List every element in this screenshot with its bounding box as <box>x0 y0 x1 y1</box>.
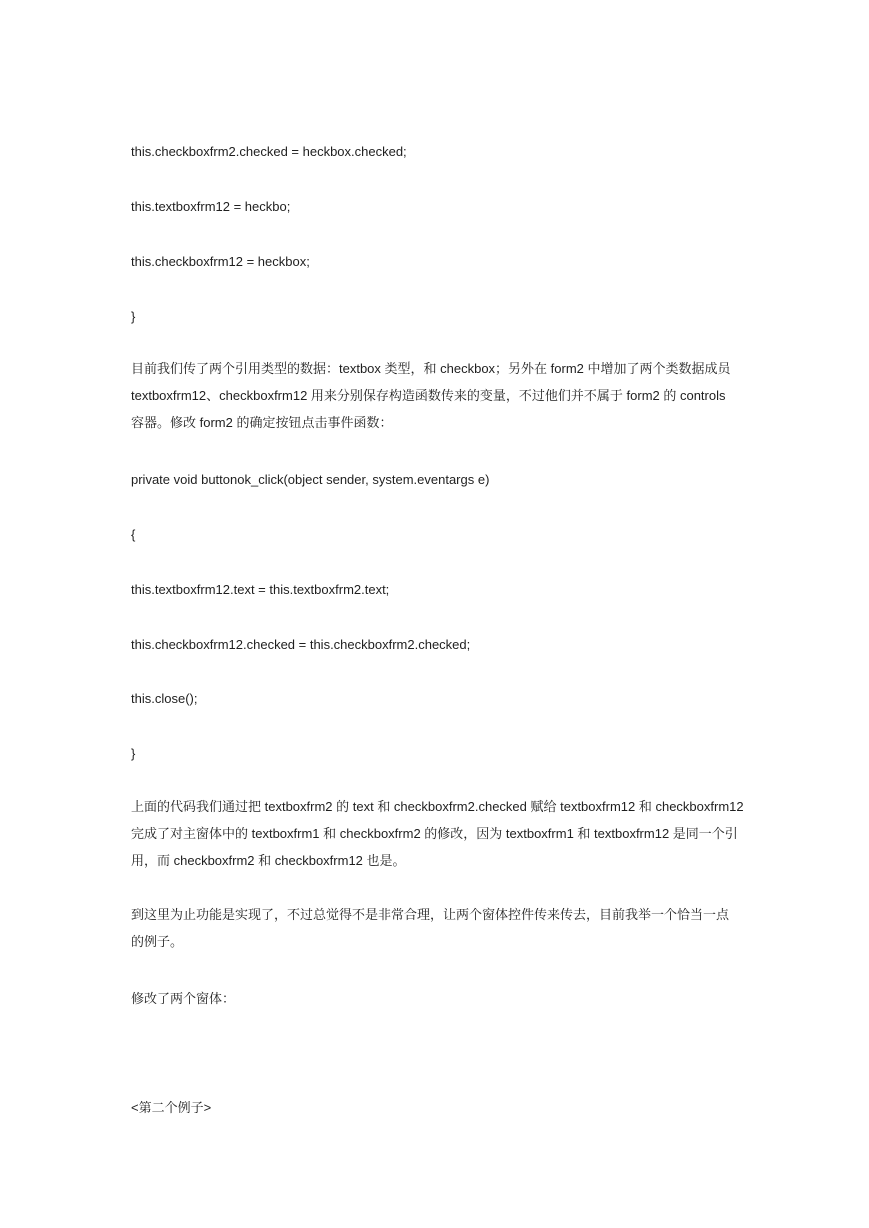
paragraph <box>131 901 741 955</box>
paragraph-line: 用，而 checkboxfrm2 和 checkboxfrm12 也是。 <box>131 853 406 868</box>
code-line: this.textboxfrm12.text = this.textboxfrm2.text; <box>131 582 390 597</box>
paragraph-line: 上面的代码我们通过把 textboxfrm2 的 text 和 checkboxfrm2.checked 赋给 textboxfrm12 和 checkboxfrm12 <box>131 799 744 814</box>
paragraph-line: textboxfrm12、checkboxfrm12 用来分别保存构造函数传来的变量，不过他们并不属于 form2 的 controls <box>131 388 726 403</box>
code-line: this.checkboxfrm12 = heckbox; <box>131 254 310 269</box>
section-heading: <第二个例子> <box>131 1100 212 1115</box>
code-line: this.checkboxfrm2.checked = heckbox.checked; <box>131 144 407 159</box>
paragraph-line: 容器。修改 form2 的确定按钮点击事件函数： <box>131 415 393 430</box>
paragraph <box>131 355 741 436</box>
code-line: this.close(); <box>131 691 198 706</box>
code-line: { <box>131 527 136 542</box>
code-line: } <box>131 309 136 324</box>
code-line: private void buttonok_click(object sender, system.eventargs e) <box>131 472 490 487</box>
paragraph-line: 目前我们传了两个引用类型的数据：textbox 类型，和 checkbox；另外在 form2 中增加了两个类数据成员 <box>131 361 731 376</box>
code-line: this.checkboxfrm12.checked = this.checkboxfrm2.checked; <box>131 637 471 652</box>
code-line: } <box>131 746 136 761</box>
paragraph <box>131 793 744 874</box>
paragraph-line: 的例子。 <box>131 934 184 949</box>
paragraph: 修改了两个窗体： <box>131 991 236 1006</box>
paragraph-line: 完成了对主窗体中的 textboxfrm1 和 checkboxfrm2 的修改，因为 textboxfrm1 和 textboxfrm12 是同一个引 <box>131 826 738 841</box>
paragraph-line: 到这里为止功能是实现了，不过总觉得不是非常合理，让两个窗体控件传来传去，目前我举一个恰当一点 <box>131 907 730 922</box>
code-line: this.textboxfrm12 = heckbo; <box>131 199 291 214</box>
